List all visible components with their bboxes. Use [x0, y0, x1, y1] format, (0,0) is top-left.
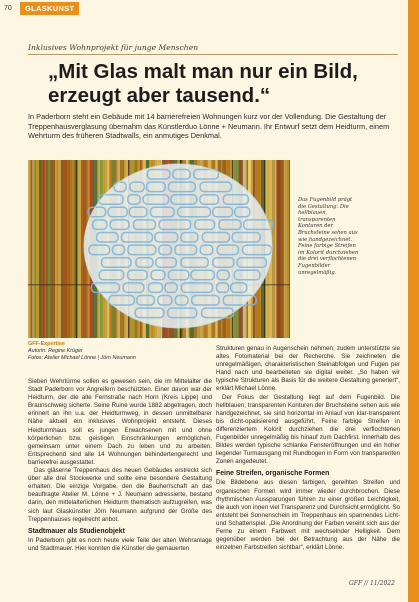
photo-caption: Das Fugenbild prägt die Gestaltung: Die hellblauen, transparenten Konturen der Bruchsteine sehen aus wie handgezeichnet. Feine farbige Streifen im Kolorit durchziehen die drei verflochtenen Fugenbilder unregelmäßig. [298, 197, 359, 276]
stained-glass-illustration [28, 160, 290, 338]
section-tag: GLASKUNST [20, 2, 79, 15]
subheading: Feine Streifen, organische Formen [216, 470, 330, 478]
body-paragraph: Der Fokus der Gestaltung liegt auf dem Fugenbild. Die hellblauen, transparenten Konturen der Bruchsteine sehen aus wie handgezeichnet, sie sind horizontal im Anlauf von klar-transparent bis dicht-opalisierend ausgeführt. Feine farbige Streifen in differenziertem Kolorit durchziehen die drei verflochtenen Fugenbilder unregelmäßig bis hinauf zum Dachfirst. Innerhalb des Bildes werden typische schlanke Fensteröffnungen und ein hoher liegender Turmausgang mit Rundbogen in Form von transparenten Zonen angedeutet. [216, 393, 400, 466]
lead-paragraph: In Paderborn steht ein Gebäude mit 14 barrierefreien Wohnungen kurz vor der Vollendung. Die Gestaltung der Treppenhausverglasung übernahm das Künstlerduo Lönne + Neumann. Ihr Entwurf setzt dem Heidturm, einem Wehrturm des früheren Stadtwalls, ein anmutiges Denkmal. [28, 112, 390, 141]
body-paragraph: In Paderborn gibt es noch heute viele Teile der alten Wehranlage und Stadtmauer. Hier konnten die Künstler die gemauerten [28, 536, 212, 552]
body-column-left [28, 378, 212, 553]
article-credits [28, 341, 178, 361]
credit-photo: Fotos: Atelier Michael Lönne | Jörn Neumann [28, 354, 136, 361]
glass-facade-photo [28, 160, 290, 338]
credit-label: GFF-Expertise [28, 341, 65, 347]
subheading: Stadtmauer als Studienobjekt [28, 527, 125, 535]
body-paragraph: Das gläserne Treppenhaus des neuen Gebäudes erstreckt sich über alle drei Stockwerke und sollte eine besondere Gestaltung erhalten. Die einzige Vorgabe, den die Bauherrschaft an das beauftragte Atelier M. Lönne + J. Neumann adressierte, bestand darin, den mittelalterlichen Heidturm thematisch aufzugreifen, was sich laut Glaskünstler Jörn Neumann aufgrund der Größe des Treppenhauses regelrecht anbot. [28, 467, 212, 523]
body-column-right [216, 345, 400, 552]
body-paragraph: Die Bildebene aus diesen farbigen, gereihten Streifen und organischen Formen wird immer wieder durchbrochen. Diese rhythmischen Aussparungen führen zu einer großen Leichtigkeit, die auch von innen viel Transparenz und Durchsicht ermöglicht. So entsteht bei Sonnenschein im Treppenhaus ein spannendes Licht- und Schattenspiel. „Die Anordnung der Farben vereint sich aus der Ferne zu einem Farbwert mit wechselnder Helligkeit. Dem gegenüber werden bei der Betrachtung aus der Nähe die einzelnen Farbstreifen sichtbar“, erklärt Lönne. [216, 479, 400, 552]
credit-author: Autorin: Regine Krüger [28, 347, 83, 354]
kicker: Inklusives Wohnprojekt für junge Menschen [28, 43, 199, 52]
page-header [0, 0, 419, 20]
body-paragraph: Strukturen genau in Augenschein nehmen; zudem unterstützte sie altes Fotomaterial bei der Recherche. Sie zeichneten die unregelmäßigen, charakteristischen Steinabfolgen und Fugen per Hand nach und bearbeiteten sie digital weiter. „So haben wir typische Strukturen als Basis für die weitere Gestaltung generiert“, erklärt Michael Lönne. [216, 345, 400, 393]
page-number: 70 [4, 5, 12, 12]
page-footer: GFF // 11/2022 [349, 580, 395, 587]
headline: „Mit Glas malt man nur ein Bild, erzeugt aber tausend.“ [48, 60, 358, 107]
kicker-divider [28, 54, 398, 55]
accent-side-bar [408, 0, 419, 602]
body-paragraph: Sieben Wehrtürme sollen es gewesen sein, die im Mittelalter die Stadt Paderborn vor Angreifern beschützten. Einer davon war der Heidturm, der die alte Fernstraße nach Horn (Kreis Lippe) und Braunschweig sicherte. Seine Ruine wurde 1882 abgetragen, doch erinnert an ihn u.a. der Heidturmweg, in dessen unmittelbarer Nähe aktuell ein inklusives Wohnprojekt entsteht. Dieses Heidturmhaus soll es jungen Erwachsenen mit und ohne körperlichen bzw. geistigen Einschränkungen ermöglichen, gemeinsam unter einem Dach zu leben und zu arbeiten. Entsprechend sind alle 14 Wohnungen behindertengerecht und barrierefrei ausgestattet. [28, 378, 212, 466]
